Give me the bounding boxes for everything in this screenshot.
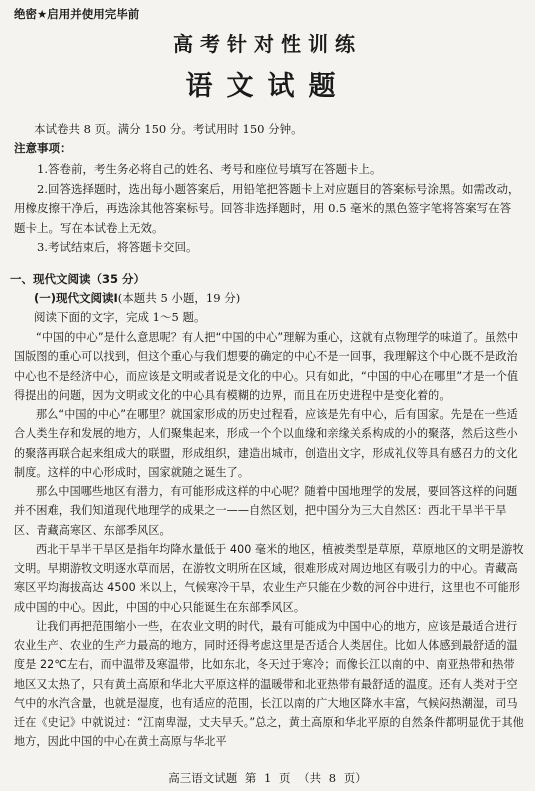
notice-list <box>14 160 522 258</box>
notice-item-3: 3.考试结束后，将答题卡交回。 <box>37 240 198 255</box>
article-paragraph-5: 让我们再把范围缩小一些，在农业文明的时代，最有可能成为中国中心的地方，应该是最适合进行农业生产、农业的生产力最高的地方，同时还得考虑这里是否适合人类居住。比如人体感到最舒适的温度是 22℃左右，而中温带及寒温带，比如东北，冬天过于寒冷；而像长江以南的中、南亚热带和热带地区又太热了，只有黄土高原和华北大平原这样的温暖带和北亚热带有最舒适的温度。还有人类对于空气中的水汽含量，也就是湿度，也有适应的范围，长江以南的广大地区降水丰富，气候闷热潮湿，司马迁在《史记》中就说过：“江南卑湿，丈夫早夭。”总之，黄土高原和华北平原的自然条件都明显优于其他地方，因此中国的中心在黄土高原与华北平 <box>14 619 524 749</box>
notice-heading: 注意事项： <box>14 141 72 155</box>
page-footer: 高三语文试题 第 1 页 （共 8 页） <box>168 771 367 785</box>
sub-section-note: (本题共 5 小题，19 分) <box>117 291 241 305</box>
article-paragraph-4: 西北干旱半干旱区是指年均降水量低于 400 毫米的地区，植被类型是草原，草原地区的文明是游牧文明。早期游牧文明逐水草而居，在游牧文明所在区域，很难形成对周边地区有吸引力的中心。青藏高寒区平均海拔高达 4500 米以上，气候寒冷干旱，农业生产只能在少数的河谷中进行，这里也不可能形成中国的中心。因此，中国的中心只能诞生在东部季风区。 <box>14 542 524 614</box>
secret-mark: 绝密★启用并使用完毕前 <box>14 7 140 21</box>
sub-section-heading <box>34 290 240 306</box>
notice-item-2: 2.回答选择题时，选出每小题答案后，用铅笔把答题卡上对应题目的答案标号涂黑。如需改动，用橡皮擦干净后，再选涂其他答案标号。回答非选择题时，用 0.5 毫米的黑色签字笔将答案写在答题卡上。写在本试卷上无效。 <box>14 181 520 235</box>
section-heading: 一、现代文阅读（35 分） <box>10 272 146 286</box>
notice-item-1: 1.答卷前，考生务必将自己的姓名、考号和座位号填写在答题卡上。 <box>37 162 382 176</box>
article-paragraph-1: “中国的中心”是什么意思呢？有人把“中国的中心”理解为重心，这就有点物理学的味道了。虽然中国版图的重心可以找到，但这个重心与我们想要的确定的中心不是一回事，我理解这个中心既不是政治中心也不是经济中心，而应该是文明或者说是文化的中心。只有如此，“中国的中心在哪里”才是一个值得提出的问题，因为文明或文化的中心具有模糊的边界，而且在历史进程中是变化着的。 <box>14 331 519 402</box>
reading-article <box>14 328 524 752</box>
exam-intro: 本试卷共 8 页。满分 150 分。考试用时 150 分钟。 <box>34 122 303 136</box>
article-paragraph-2: 那么“中国的中心”在哪里？就国家形成的历史过程看，应该是先有中心，后有国家。先是在一些适合人类生存和发展的地方，人们聚集起来，形成一个个以血缘和亲缘关系构成的小的聚落，然后这些小的聚落再联合起来组成大的联盟，形成组织，建造出城市，创造出文字，形成礼仪等具有感召力的文化制度。这样的中心形成时，国家就随之诞生了。 <box>14 408 518 479</box>
article-paragraph-3: 那么中国哪些地区有潜力，有可能形成这样的中心呢？随着中国地理学的发展，要回答这样的问题并不困难，我们知道现代地理学的成果之一——自然区划，把中国分为三大自然区：西北干旱半干旱区、青藏高寒区、东部季风区。 <box>14 485 518 537</box>
subject-title: 语文试题 <box>185 71 350 102</box>
reading-prompt: 阅读下面的文字，完成 1～5 题。 <box>34 310 206 324</box>
exam-title: 高考针对性训练 <box>173 32 362 56</box>
sub-section-title: (一)现代文阅读Ⅰ <box>34 291 118 305</box>
